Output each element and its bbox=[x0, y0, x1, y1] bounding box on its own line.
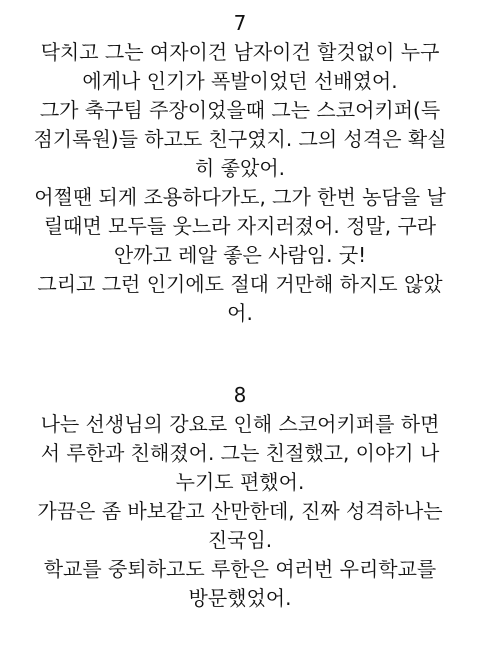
text-line: 가끔은 좀 바보같고 산만한데, 진짜 성격하나는 bbox=[37, 499, 443, 523]
text-line: 서 루한과 친해졌어. 그는 친절했고, 이야기 나 bbox=[40, 441, 440, 465]
paragraph bbox=[18, 38, 462, 96]
paragraph bbox=[18, 410, 462, 497]
text-line: 그리고 그런 인기에도 절대 거만해 하지도 않았 bbox=[37, 272, 443, 296]
paragraph bbox=[18, 96, 462, 183]
section-number: 8 bbox=[233, 383, 247, 407]
text-line: 닥치고 그는 여자이건 남자이건 할것없이 누구 bbox=[40, 40, 440, 64]
text-line: 안까고 레알 좋은 사람임. 굿! bbox=[113, 243, 367, 267]
text-line: 어쩔땐 되게 조용하다가도, 그가 한번 농담을 날 bbox=[34, 185, 446, 209]
paragraph bbox=[18, 555, 462, 613]
paragraph bbox=[18, 270, 462, 328]
paragraph bbox=[18, 183, 462, 270]
text-line: 진국임. bbox=[207, 528, 273, 552]
section-spacer bbox=[18, 328, 462, 380]
text-line: 히 좋았어. bbox=[195, 156, 285, 180]
paragraph bbox=[18, 497, 462, 555]
text-line: 나는 선생님의 강요로 인해 스코어키퍼를 하면 bbox=[40, 412, 440, 436]
text-line: 방문했었어. bbox=[188, 586, 292, 610]
text-line: 그가 축구팀 주장이었을때 그는 스코어키퍼(득 bbox=[39, 98, 441, 122]
text-line: 에게나 인기가 폭발이었던 선배였어. bbox=[82, 69, 398, 93]
section-8 bbox=[18, 380, 462, 613]
text-line: 릴때면 모두들 웃느라 자지러졌어. 정말, 구라 bbox=[43, 214, 437, 238]
section-number: 7 bbox=[233, 11, 247, 35]
section-7 bbox=[18, 8, 462, 328]
text-line: 학교를 중퇴하고도 루한은 여러번 우리학교를 bbox=[43, 557, 437, 581]
text-line: 누기도 편했어. bbox=[175, 470, 305, 494]
text-line: 어. bbox=[227, 301, 253, 325]
text-line: 점기록원)들 하고도 친구였지. 그의 성격은 확실 bbox=[33, 127, 447, 151]
